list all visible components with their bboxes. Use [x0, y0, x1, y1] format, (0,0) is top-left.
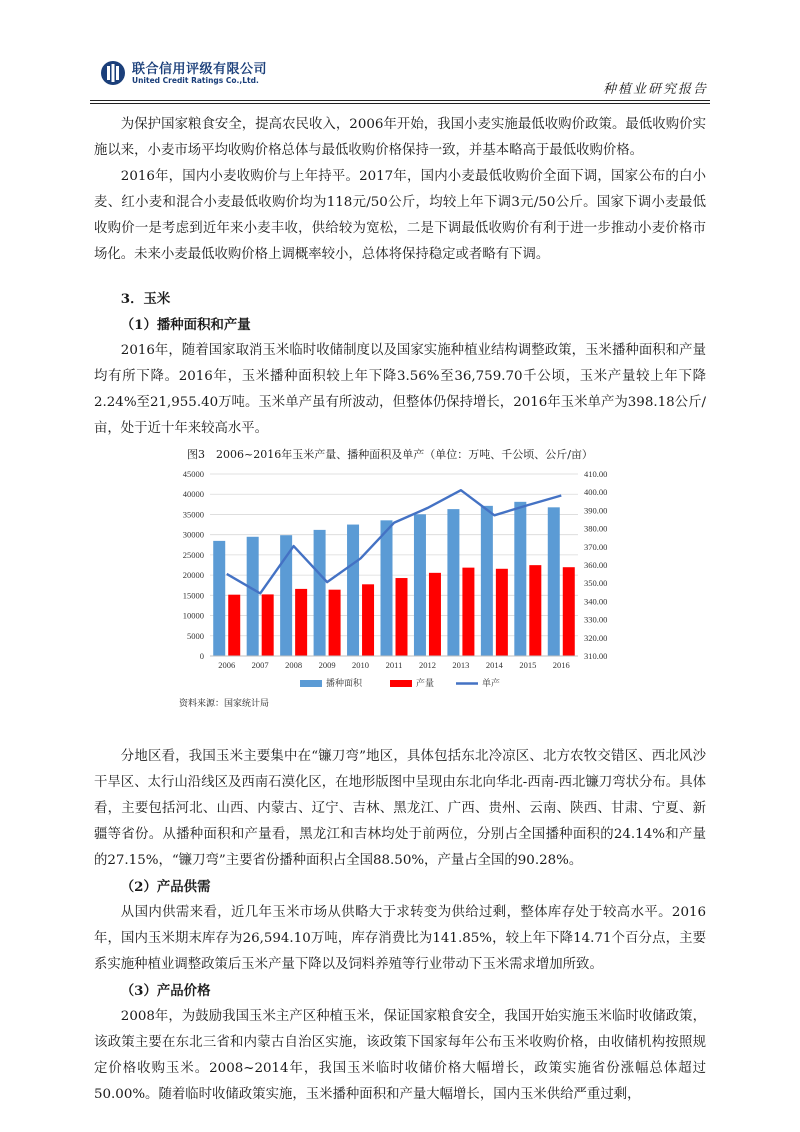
- paragraph-price: 2008年，为鼓励我国玉米主产区种植玉米，保证国家粮食安全，我国开始实施玉米临时收储政策，该政策主要在东北三省和内蒙古自治区实施，该政策下国家每年公布玉米收购价格，由收储机构按照规定价格收购玉米。2008~2014年，我国玉米临时收储价格大幅增长，政策实施省份涨幅总体超过50.00%。随着临时收储政策实施，玉米播种面积和产量大幅增长，国内玉米供给严重过剩，: [94, 1009, 706, 1102]
- bar-output-2014: [496, 569, 508, 656]
- bar-output-2012: [429, 573, 441, 656]
- right-axis-tick: 360.00: [584, 560, 608, 570]
- legend-label: 单产: [482, 678, 501, 688]
- legend-swatch: [300, 680, 322, 687]
- bar-area-2012: [414, 514, 426, 656]
- x-axis-tick: 2010: [352, 660, 370, 670]
- company-logo-icon: [100, 60, 126, 86]
- subsection-supply-demand: （2）产品供需: [120, 879, 211, 895]
- left-axis-tick: 10000: [182, 610, 204, 621]
- bar-output-2011: [396, 578, 408, 656]
- figure-source: 资料来源：国家统计局: [179, 699, 270, 709]
- right-axis-tick: 310.00: [584, 651, 608, 661]
- left-axis-tick: 40000: [182, 489, 204, 500]
- bar-output-2006: [228, 595, 240, 656]
- right-axis-tick: 370.00: [584, 541, 608, 552]
- right-axis-tick: 410.00: [584, 469, 608, 479]
- page-header: [90, 56, 710, 102]
- right-axis-tick: 330.00: [584, 614, 608, 625]
- bar-area-2010: [347, 525, 359, 656]
- bar-area-2014: [481, 506, 493, 656]
- right-axis-tick: 320.00: [584, 632, 608, 643]
- bar-output-2016: [563, 567, 575, 656]
- left-axis-tick: 35000: [182, 509, 204, 520]
- x-axis-tick: 2016: [552, 660, 570, 670]
- bar-output-2009: [329, 590, 341, 656]
- bar-output-2008: [295, 589, 307, 656]
- bar-area-2006: [213, 541, 225, 656]
- bar-area-2007: [247, 537, 259, 656]
- x-axis-tick: 2015: [519, 660, 537, 670]
- legend-label: 播种面积: [326, 678, 363, 688]
- legend-label: 产量: [416, 678, 435, 688]
- x-axis-tick: 2012: [418, 660, 436, 670]
- document-body: [94, 112, 706, 1108]
- left-axis-tick: 15000: [182, 590, 204, 601]
- bar-output-2010: [362, 584, 374, 656]
- bar-output-2015: [529, 565, 541, 656]
- bar-output-2013: [462, 568, 474, 656]
- paragraph-area-output: 2016年，随着国家取消玉米临时收储制度以及国家实施种植业结构调整政策，玉米播种面积和产量均有所下降。2016年，玉米播种面积较上年下降3.56%至36,759.70千公顷，玉米产量较上年下降2.24%至21,955.40万吨。玉米单产虽有所波动，但整体仍保持增长，2016年玉米单产为398.18公斤/亩，处于近十年来较高水平。: [94, 343, 706, 436]
- header-rule-thin: [90, 103, 710, 104]
- section-title-corn: 3．玉米: [120, 291, 171, 307]
- x-axis-tick: 2011: [385, 660, 403, 670]
- left-axis-tick: 25000: [182, 549, 204, 560]
- left-axis-tick: 20000: [182, 570, 204, 581]
- bar-area-2008: [280, 535, 292, 656]
- bar-area-2015: [514, 502, 526, 656]
- bar-area-2011: [381, 520, 393, 656]
- x-axis-tick: 2014: [485, 660, 503, 670]
- bar-output-2007: [262, 594, 274, 656]
- right-axis-tick: 340.00: [584, 596, 608, 607]
- paragraph-wheat-policy: 为保护国家粮食安全，提高农民收入，2006年开始，我国小麦实施最低收购价政策。最低收购价实施以来，小麦市场平均收购价格总体与最低收购价格保持一致，并基本略高于最低收购价格。: [94, 117, 706, 158]
- bar-area-2013: [447, 509, 459, 656]
- company-name-en: United Credit Ratings Co.,Ltd.: [132, 76, 259, 85]
- left-axis-tick: 0: [199, 651, 204, 661]
- subsection-price: （3）产品价格: [120, 983, 211, 999]
- subsection-area-output: （1）播种面积和产量: [120, 317, 251, 333]
- left-axis-tick: 30000: [182, 529, 204, 540]
- x-axis-tick: 2013: [452, 660, 470, 670]
- corn-chart: [94, 462, 706, 712]
- figure-caption: 图3 2006~2016年玉米产量、播种面积及单产（单位：万吨、千公顷、公斤/亩）: [187, 448, 593, 461]
- x-axis-tick: 2007: [251, 660, 269, 670]
- x-axis-tick: 2006: [218, 660, 236, 670]
- bar-area-2009: [314, 530, 326, 656]
- header-rule: [90, 100, 710, 101]
- right-axis-tick: 350.00: [584, 578, 608, 589]
- right-axis-tick: 390.00: [584, 505, 608, 516]
- report-type: 种植业研究报告: [602, 82, 708, 97]
- x-axis-tick: 2008: [285, 660, 303, 670]
- yield-line: [227, 490, 562, 593]
- paragraph-regions: 分地区看，我国玉米主要集中在“镰刀弯”地区，具体包括东北冷凉区、北方农牧交错区、西北风沙干旱区、太行山沿线区及西南石漠化区，在地形版图中呈现由东北向华北-西南-西北镰刀弯状分布。具体看，主要包括河北、山西、内蒙古、辽宁、吉林、黑龙江、广西、贵州、云南、陕西、甘肃、宁夏、新疆等省份。从播种面积和产量看，黑龙江和吉林均处于前两位，分别占全国播种面积的24.14%和产量的27.15%，“镰刀弯”主要省份播种面积占全国88.50%，产量占全国的90.28%。: [94, 749, 706, 868]
- right-axis-tick: 380.00: [584, 523, 608, 534]
- left-axis-tick: 5000: [187, 630, 204, 641]
- paragraph-supply-demand: 从国内供需来看，近几年玉米市场从供略大于求转变为供给过剩，整体库存处于较高水平。2016年，国内玉米期末库存为26,594.10万吨，库存消费比为141.85%，较上年下降14.71个百分点，主要系实施种植业调整政策后玉米产量下降以及饲料养殖等行业带动下玉米需求增加所致。: [94, 905, 706, 972]
- right-axis-tick: 400.00: [584, 487, 608, 498]
- paragraph-wheat-2016: 2016年，国内小麦收购价与上年持平。2017年，国内小麦最低收购价全面下调，国家公布的白小麦、红小麦和混合小麦最低收购价均为118元/50公斤，均较上年下调3元/50公斤。国家下调小麦最低收购价一是考虑到近年来小麦丰收，供给较为宽松，二是下调最低收购价有利于进一步推动小麦价格市场化。未来小麦最低收购价格上调概率较小，总体将保持稳定或者略有下调。: [94, 169, 706, 262]
- company-name-cn: 联合信用评级有限公司: [132, 62, 268, 77]
- figure-3: [94, 448, 706, 736]
- left-axis-tick: 45000: [182, 469, 204, 479]
- legend-swatch: [390, 680, 412, 687]
- x-axis-tick: 2009: [318, 660, 336, 670]
- bar-area-2016: [548, 507, 560, 656]
